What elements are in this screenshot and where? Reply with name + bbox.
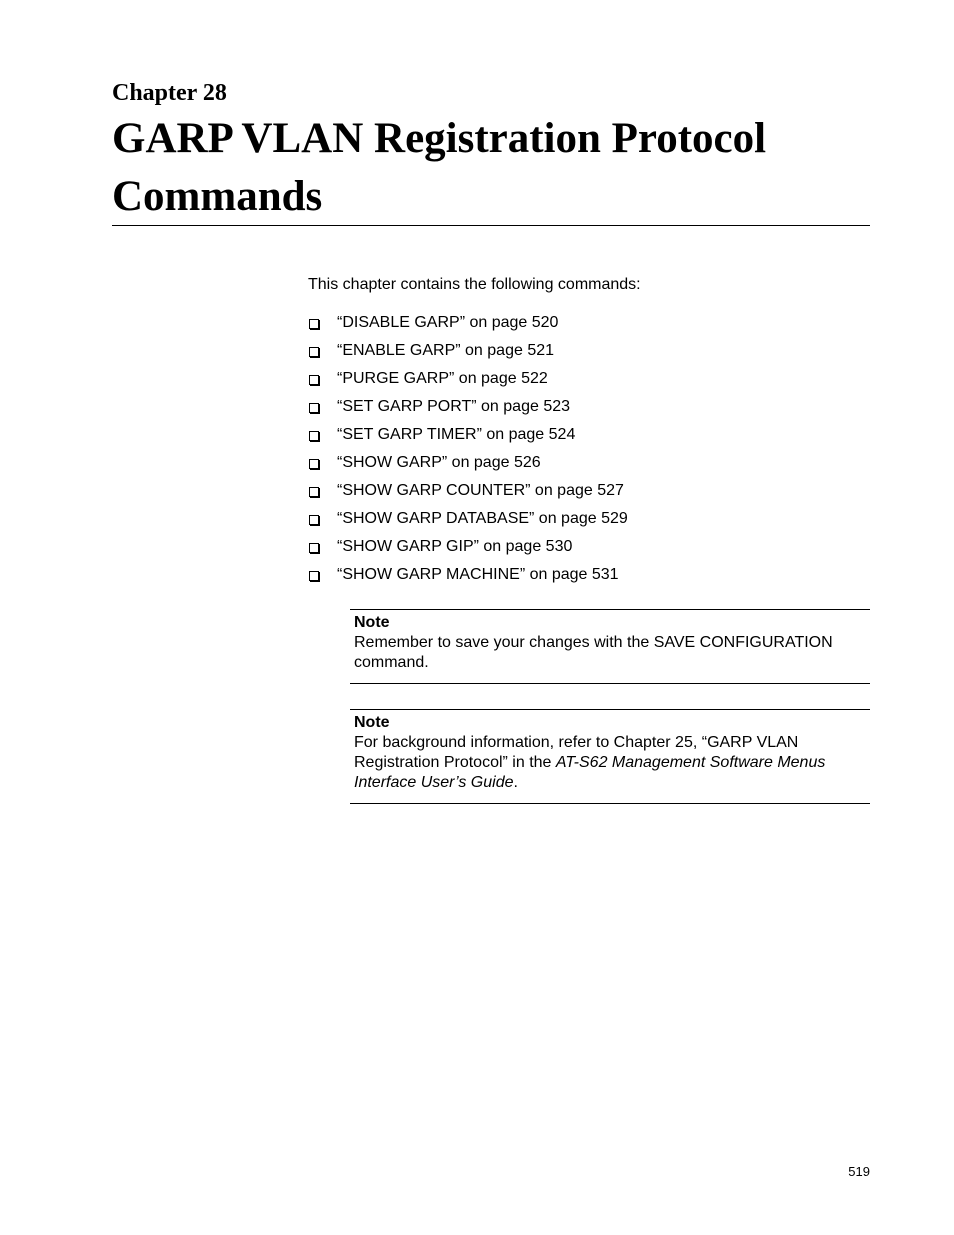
command-link[interactable]: “SHOW GARP” on page 526 (337, 454, 541, 471)
checkbox-bullet-icon (309, 375, 319, 385)
chapter-label: Chapter 28 (112, 80, 227, 106)
list-item[interactable] (308, 312, 628, 340)
checkbox-bullet-icon (309, 543, 319, 553)
chapter-title: GARP VLAN Registration Protocol Commands (112, 115, 767, 220)
note-heading: Note (354, 614, 390, 631)
command-link[interactable]: “SHOW GARP MACHINE” on page 531 (337, 566, 619, 583)
title-divider (112, 225, 870, 226)
command-link[interactable]: “PURGE GARP” on page 522 (337, 370, 548, 387)
checkbox-bullet-icon (309, 487, 319, 497)
note-save-configuration (350, 609, 870, 684)
checkbox-bullet-icon (309, 459, 319, 469)
list-item[interactable] (308, 564, 628, 592)
list-item[interactable] (308, 508, 628, 536)
note-heading: Note (354, 714, 390, 731)
checkbox-bullet-icon (309, 347, 319, 357)
checkbox-bullet-icon (309, 571, 319, 581)
list-item[interactable] (308, 480, 628, 508)
note-text: Remember to save your changes with the SAVE CONFIGURATION command. (354, 634, 833, 671)
list-item[interactable] (308, 368, 628, 396)
note-text-start: For background information, refer to Chapter 25, “GARP VLAN Registration Protocol” in the (354, 734, 799, 771)
list-item[interactable] (308, 340, 628, 368)
command-link[interactable]: “SET GARP PORT” on page 523 (337, 398, 571, 415)
intro-text: This chapter contains the following commands: (308, 276, 641, 293)
command-link[interactable]: “ENABLE GARP” on page 521 (337, 342, 555, 359)
checkbox-bullet-icon (309, 515, 319, 525)
command-link[interactable]: “SHOW GARP GIP” on page 530 (337, 538, 573, 555)
guide-title-reference: AT-S62 Management Software Menus Interface User’s Guide (354, 754, 826, 791)
checkbox-bullet-icon (309, 319, 319, 329)
list-item[interactable] (308, 536, 628, 564)
command-link[interactable]: “SHOW GARP COUNTER” on page 527 (337, 482, 624, 499)
note-text (354, 733, 866, 793)
command-link[interactable]: “SHOW GARP DATABASE” on page 529 (337, 510, 628, 527)
page-number: 519 (848, 1164, 870, 1179)
list-item[interactable] (308, 396, 628, 424)
checkbox-bullet-icon (309, 431, 319, 441)
list-item[interactable] (308, 424, 628, 452)
checkbox-bullet-icon (309, 403, 319, 413)
list-item[interactable] (308, 452, 628, 480)
note-background-info (350, 709, 870, 804)
note-text-end: . (513, 774, 518, 791)
command-link[interactable]: “SET GARP TIMER” on page 524 (337, 426, 576, 443)
command-link[interactable]: “DISABLE GARP” on page 520 (337, 314, 559, 331)
command-list (308, 312, 628, 592)
